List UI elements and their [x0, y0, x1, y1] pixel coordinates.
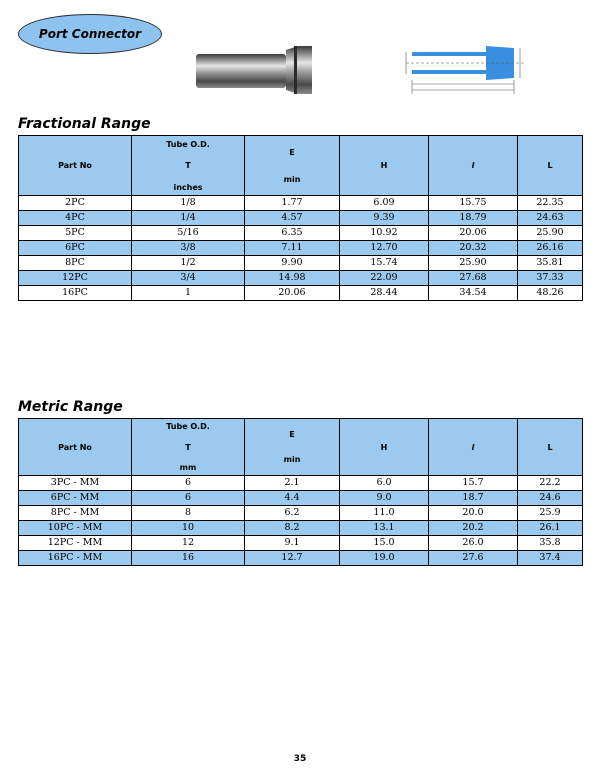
cell-l-small: 15.75: [429, 196, 518, 211]
cell-tube-od: 1/8: [132, 196, 245, 211]
table-row: [19, 521, 583, 536]
table-row: [19, 226, 583, 241]
cell-l-big: 26.16: [518, 241, 583, 256]
header-h: H: [340, 136, 429, 196]
cell-part-no: 8PC - MM: [19, 506, 132, 521]
cell-h: 9.0: [340, 491, 429, 506]
cell-part-no: 6PC - MM: [19, 491, 132, 506]
cell-part-no: 5PC: [19, 226, 132, 241]
cell-e: 4.4: [245, 491, 340, 506]
cell-h: 6.0: [340, 476, 429, 491]
table-row: [19, 286, 583, 301]
cell-part-no: 16PC - MM: [19, 551, 132, 566]
cell-tube-od: 10: [132, 521, 245, 536]
cell-tube-od: 8: [132, 506, 245, 521]
cell-l-small: 26.0: [429, 536, 518, 551]
cell-e: 4.57: [245, 211, 340, 226]
table-row: [19, 551, 583, 566]
table-row: [19, 491, 583, 506]
cell-h: 6.09: [340, 196, 429, 211]
cell-tube-od: 1/4: [132, 211, 245, 226]
cell-l-big: 24.63: [518, 211, 583, 226]
header-e: [245, 136, 340, 196]
cell-l-big: 48.26: [518, 286, 583, 301]
cell-tube-od: 6: [132, 491, 245, 506]
header-part-no: Part No: [19, 419, 132, 476]
cell-l-big: 25.9: [518, 506, 583, 521]
tube-od-unit: mm: [179, 463, 197, 472]
cell-h: 11.0: [340, 506, 429, 521]
cell-part-no: 4PC: [19, 211, 132, 226]
e-label: E: [289, 147, 295, 157]
header-part-no: Part No: [19, 136, 132, 196]
e-unit: min: [283, 174, 301, 184]
metric-range-title: Metric Range: [18, 399, 123, 415]
header-tube-od: [132, 419, 245, 476]
tube-od-symbol: T: [185, 442, 191, 452]
cell-h: 15.74: [340, 256, 429, 271]
dimension-drawing: [404, 40, 528, 100]
cell-e: 9.1: [245, 536, 340, 551]
cell-part-no: 10PC - MM: [19, 521, 132, 536]
cell-tube-od: 5/16: [132, 226, 245, 241]
cell-e: 1.77: [245, 196, 340, 211]
cell-h: 28.44: [340, 286, 429, 301]
cell-l-big: 25.90: [518, 226, 583, 241]
header-l-small: l: [429, 419, 518, 476]
cell-l-small: 20.32: [429, 241, 518, 256]
fractional-range-title: Fractional Range: [18, 116, 151, 132]
cell-h: 19.0: [340, 551, 429, 566]
cell-tube-od: 6: [132, 476, 245, 491]
cell-l-big: 26.1: [518, 521, 583, 536]
cell-e: 6.35: [245, 226, 340, 241]
e-label: E: [289, 430, 295, 439]
cell-h: 13.1: [340, 521, 429, 536]
cell-tube-od: 12: [132, 536, 245, 551]
cell-part-no: 3PC - MM: [19, 476, 132, 491]
cell-l-small: 27.6: [429, 551, 518, 566]
e-unit: min: [283, 455, 301, 464]
cell-e: 20.06: [245, 286, 340, 301]
tube-od-symbol: T: [185, 161, 191, 170]
cell-tube-od: 3/4: [132, 271, 245, 286]
cell-tube-od: 16: [132, 551, 245, 566]
table-row: [19, 241, 583, 256]
product-photo: [194, 40, 316, 100]
cell-l-small: 20.2: [429, 521, 518, 536]
header-l-big: L: [518, 419, 583, 476]
cell-part-no: 12PC: [19, 271, 132, 286]
cell-e: 12.7: [245, 551, 340, 566]
cell-part-no: 12PC - MM: [19, 536, 132, 551]
cell-h: 22.09: [340, 271, 429, 286]
table-row: [19, 196, 583, 211]
cell-e: 14.98: [245, 271, 340, 286]
cell-part-no: 8PC: [19, 256, 132, 271]
cell-e: 7.11: [245, 241, 340, 256]
cell-tube-od: 1: [132, 286, 245, 301]
cell-l-big: 22.35: [518, 196, 583, 211]
cell-l-big: 35.81: [518, 256, 583, 271]
cell-part-no: 16PC: [19, 286, 132, 301]
cell-l-small: 15.7: [429, 476, 518, 491]
cell-l-small: 25.90: [429, 256, 518, 271]
cell-part-no: 6PC: [19, 241, 132, 256]
fractional-range-table: [18, 135, 583, 301]
table-row: [19, 271, 583, 286]
cell-l-small: 18.7: [429, 491, 518, 506]
table-row: [19, 476, 583, 491]
cell-e: 2.1: [245, 476, 340, 491]
cell-part-no: 2PC: [19, 196, 132, 211]
cell-e: 8.2: [245, 521, 340, 536]
header-e: [245, 419, 340, 476]
cell-e: 6.2: [245, 506, 340, 521]
header-l-small: l: [429, 136, 518, 196]
cell-l-small: 18.79: [429, 211, 518, 226]
cell-l-small: 20.06: [429, 226, 518, 241]
header-l-big: L: [518, 136, 583, 196]
cell-l-big: 37.4: [518, 551, 583, 566]
tube-od-unit: inches: [173, 182, 203, 192]
page-number: 35: [293, 754, 307, 764]
cell-tube-od: 1/2: [132, 256, 245, 271]
product-title-badge: [18, 14, 162, 54]
cell-l-big: 22.2: [518, 476, 583, 491]
table-row: [19, 536, 583, 551]
cell-l-big: 35.8: [518, 536, 583, 551]
tube-od-label: Tube O.D.: [166, 139, 210, 149]
cell-l-big: 37.33: [518, 271, 583, 286]
cell-tube-od: 3/8: [132, 241, 245, 256]
cell-l-big: 24.6: [518, 491, 583, 506]
cell-l-small: 20.0: [429, 506, 518, 521]
header-tube-od: [132, 136, 245, 196]
table-row: [19, 506, 583, 521]
cell-e: 9.90: [245, 256, 340, 271]
table-row: [19, 211, 583, 226]
cell-l-small: 34.54: [429, 286, 518, 301]
header-h: H: [340, 419, 429, 476]
cell-h: 12.70: [340, 241, 429, 256]
cell-h: 9.39: [340, 211, 429, 226]
metric-range-table: [18, 418, 583, 566]
cell-h: 10.92: [340, 226, 429, 241]
tube-od-label: Tube O.D.: [166, 422, 210, 431]
table-row: [19, 256, 583, 271]
cell-h: 15.0: [340, 536, 429, 551]
product-title: Port Connector: [38, 27, 142, 41]
cell-l-small: 27.68: [429, 271, 518, 286]
